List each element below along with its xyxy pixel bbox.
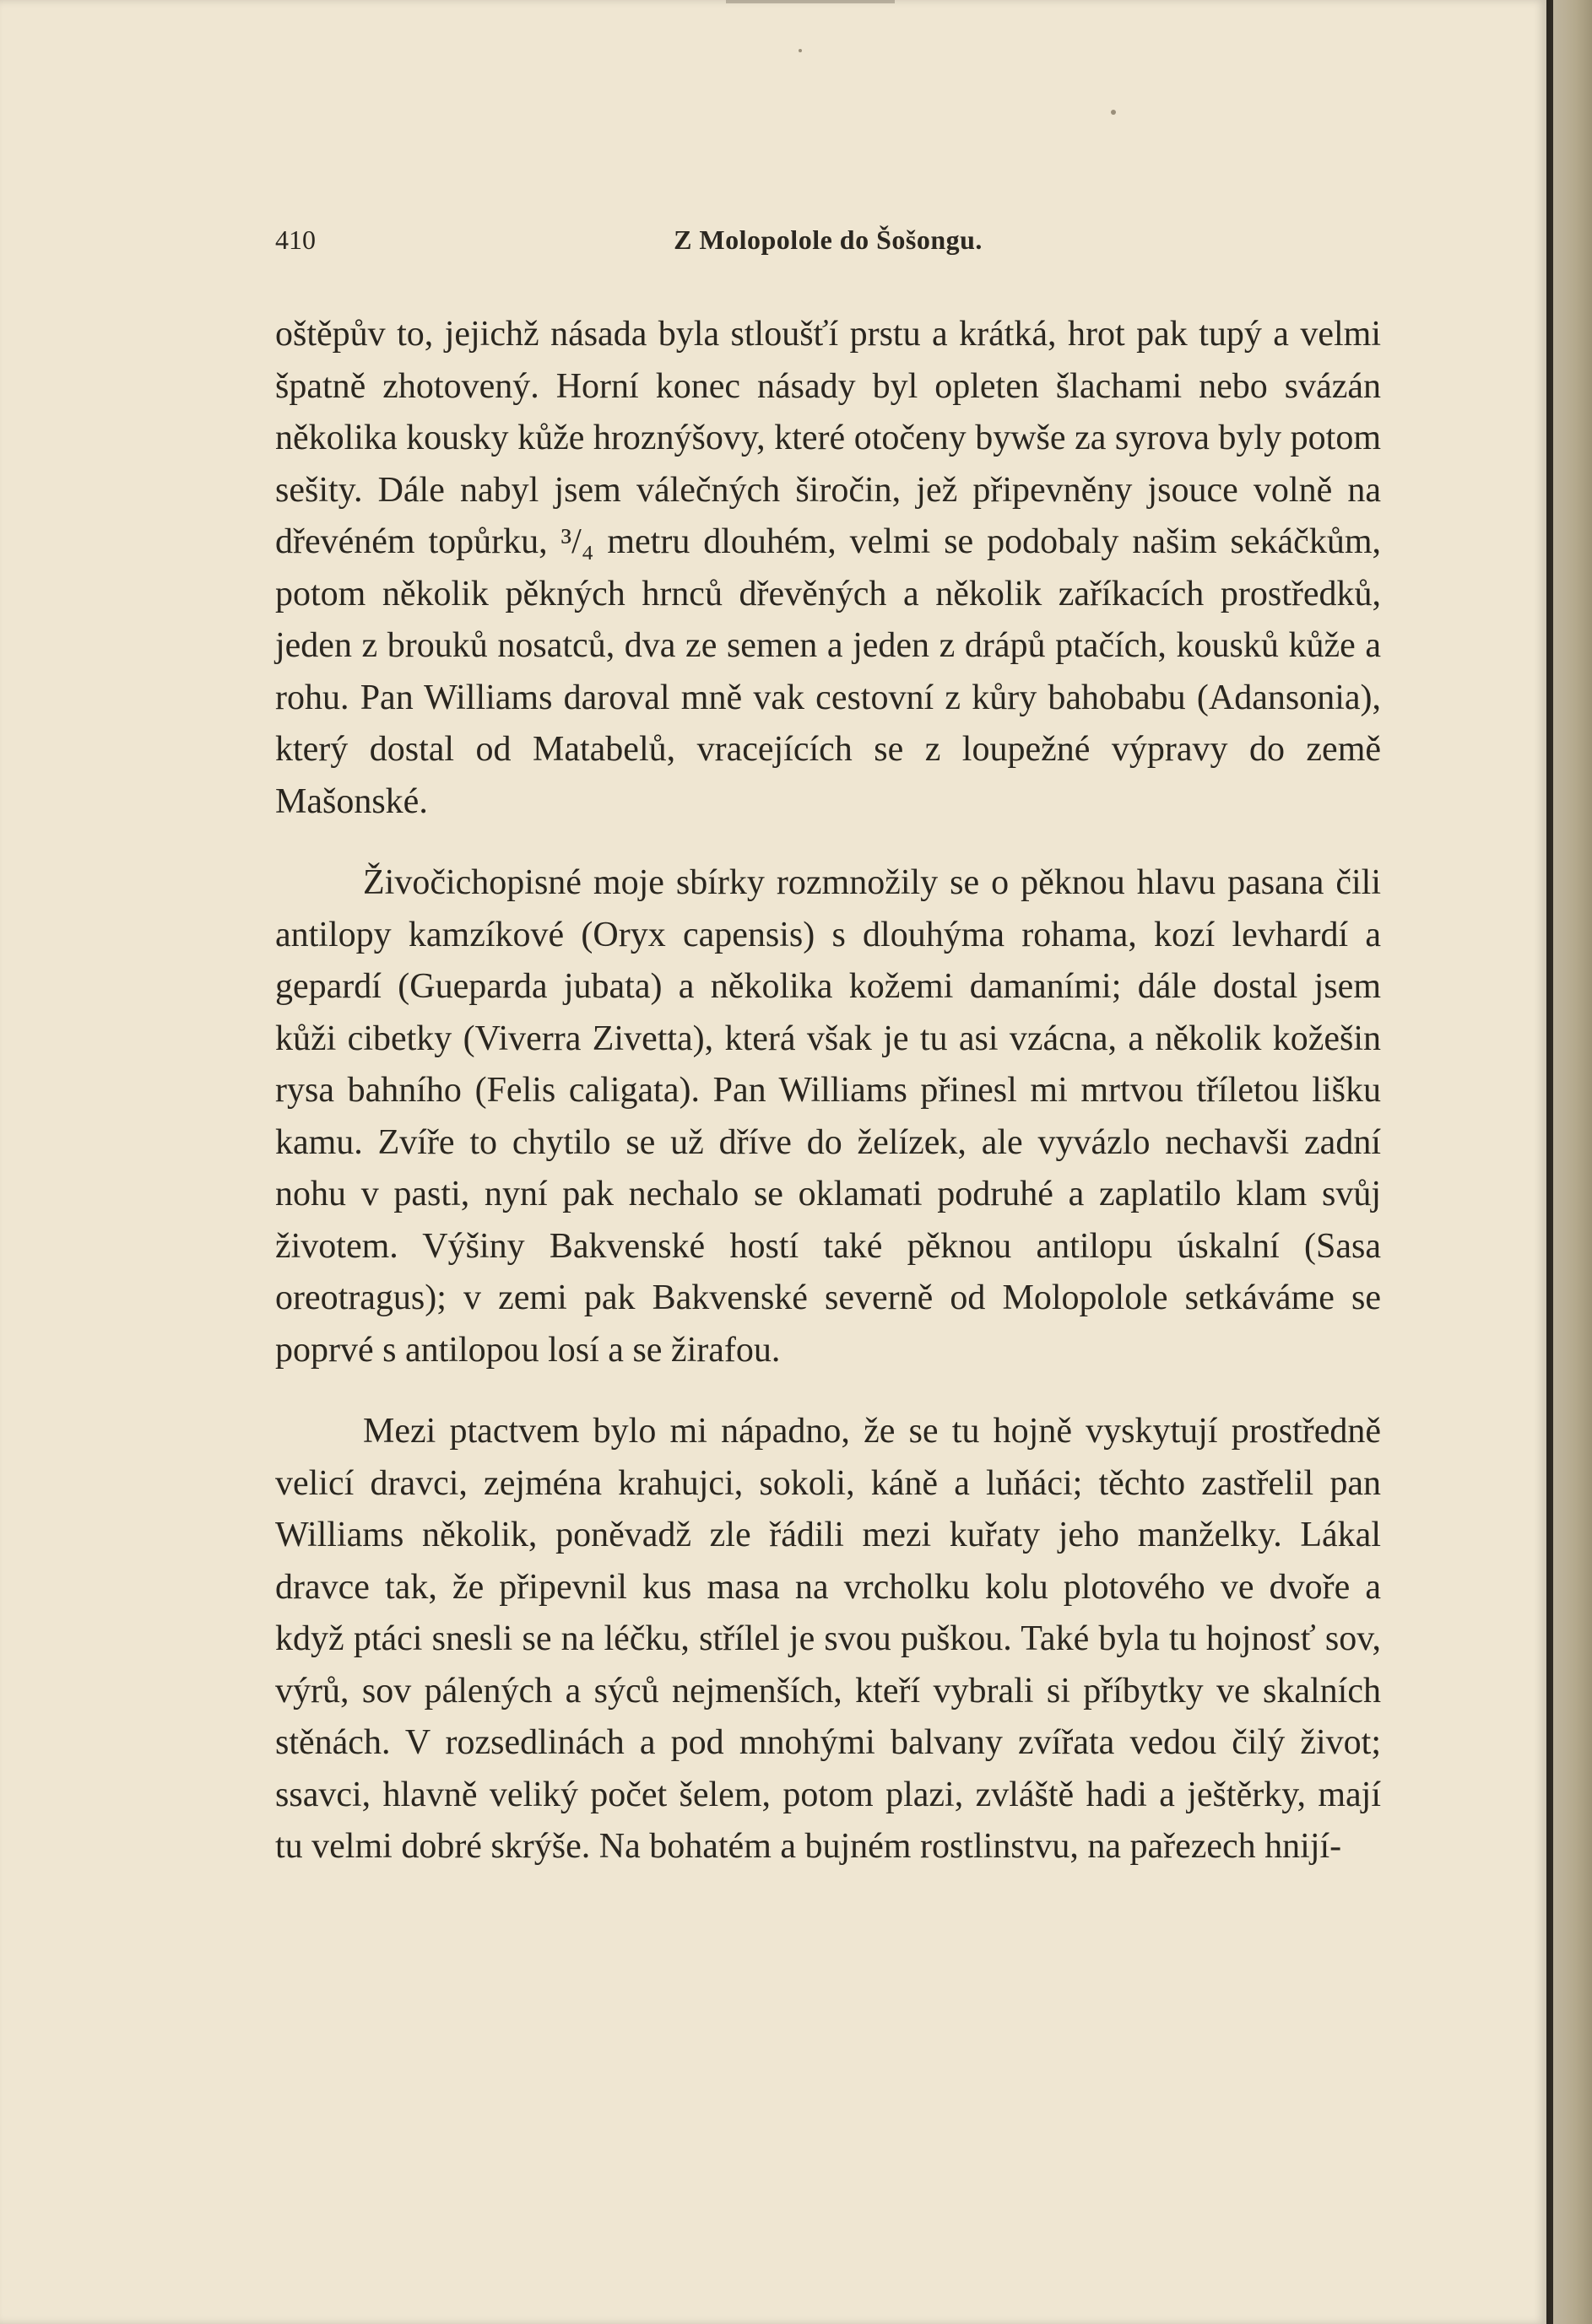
paragraph: Mezi ptactvem bylo mi nápadno, že se tu hojně vyskytují prostředně velicí dravci, zejména krahujci, sokoli, káně a luňáci; těchto zastřelil pan Williams několik, poněvadž zle řádili mezi kuřaty jeho manželky. Lákal dravce tak, že připevnil kus masa na vrcholku kolu plotového ve dvoře a když ptáci snesli se na léčku, střílel je svou puškou. Také byla tu hojnosť sov, výrů, sov pálených a sýců nejmenších, kteří vybrali si příbytky ve skalních stěnách. V rozsedlinách a pod mnohými balvany zvířata vedou čilý život; ssavci, hlavně veliký počet šelem, potom plazi, zvláště hadi a ještěrky, mají tu velmi dobré skrýše. Na bohatém a bujném rostlinstvu, na pařezech hnijí- — [275, 1412, 1381, 1866]
paper-speck — [1111, 110, 1116, 115]
paragraph: oštěpův to, jejichž násada byla stloušťí prstu a krátká, hrot pak tupý a velmi špatně zhotovený. Horní konec násady byl opleten šlachami nebo svázán několika kousky kůže hroznýšovy, které otočeny bywše za syrova byly potom sešity. Dále nabyl jsem válečných širočin, jež připevněny jsouce volně na dřevéném topůrku, ³/₄ metru dlouhém, velmi se podobaly našim sekáčkům, potom několik pěkných hrnců dřevěných a několik zaříkacích prostředků, jeden z brouků nosatců, dva ze semen a jeden z drápů ptačích, kousků kůže a rohu. Pan Williams daroval mně vak cestovní z kůry bahobabu (Adansonia), který dostal od Matabelů, vracejících se z loupežné výpravy do země Mašonské. — [275, 315, 1381, 821]
paper-speck — [799, 49, 802, 52]
body-text — [275, 309, 1381, 1873]
adjacent-page-edge — [1553, 0, 1592, 2324]
page-header — [275, 224, 1381, 258]
scan-mark — [726, 0, 895, 3]
page-number: 410 — [275, 224, 316, 255]
running-title: Z Molopolole do Šošongu. — [674, 224, 983, 255]
paragraph: Živočichopisné moje sbírky rozmnožily se o pěknou hlavu pasana čili antilopy kamzíkové (Oryx capensis) s dlouhýma rohama, kozí levhardí a gepardí (Guepardа jubata) a několika kožemi damaními; dále dostal jsem kůži cibetky (Viverra Zivetta), která však je tu asi vzácna, a několik kožešin rysa bahního (Felis caligata). Pan Williams přinesl mi mrtvou tříletou lišku kamu. Zvíře to chytilo se už dříve do želízek, ale vyvázlo nechavši zadní nohu v pasti, nyní pak nechalo se oklamati podruhé a zaplatilo klam svůj životem. Výšiny Bakvenské hostí také pěknou antilopu úskalní (Sasa oreotragus); v zemi pak Bakvenské severně od Molopolole setkáváme se poprvé s antilopou losí a se žirafou. — [275, 863, 1381, 1370]
